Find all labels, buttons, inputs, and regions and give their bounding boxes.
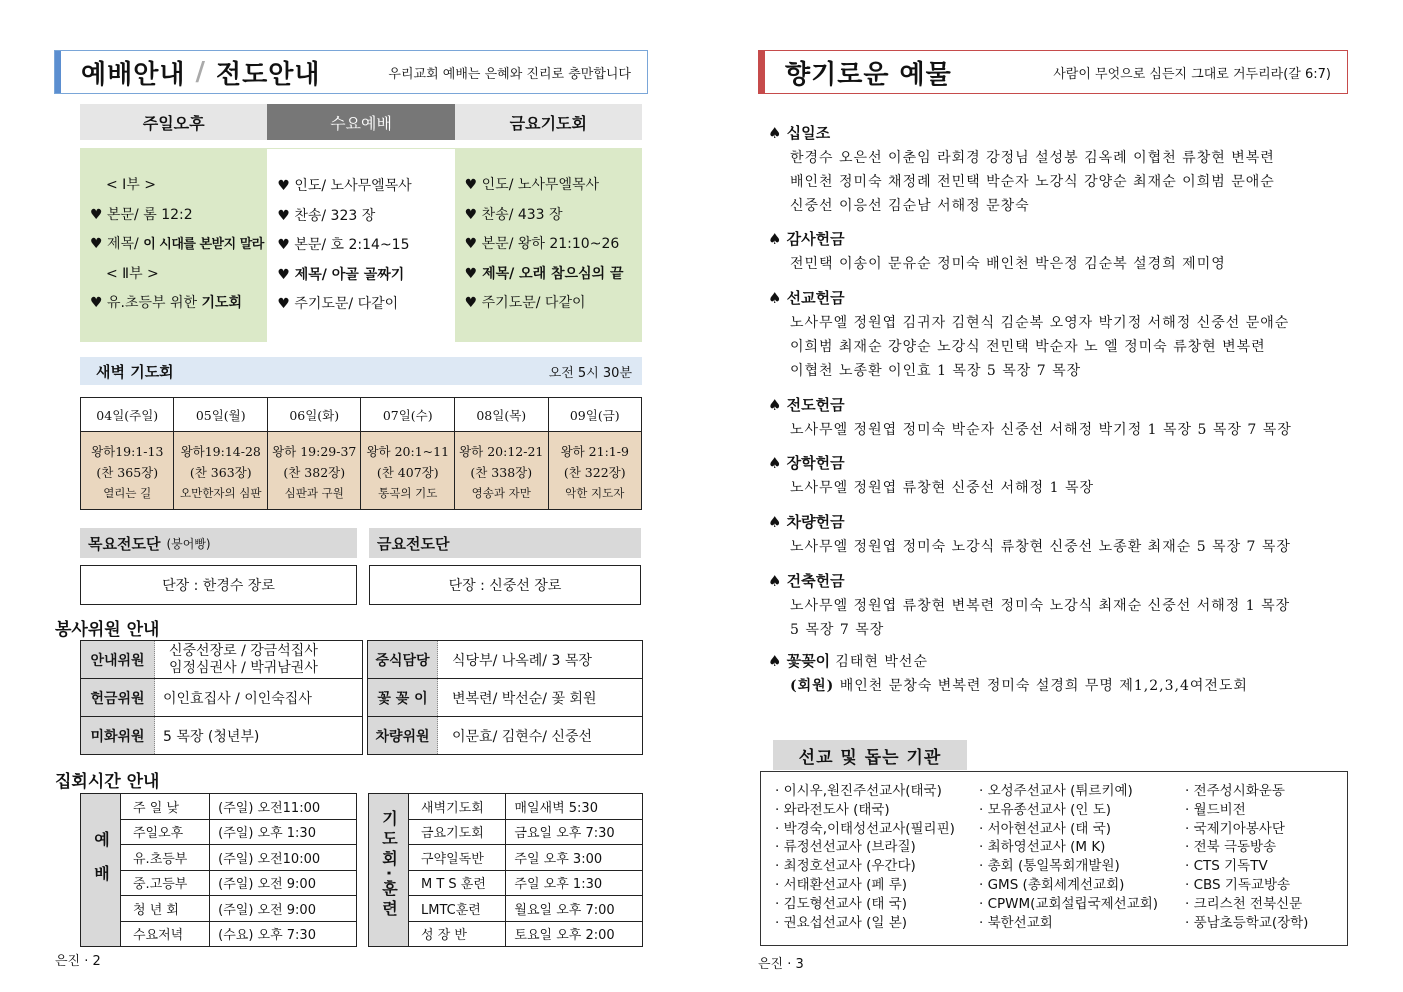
fri-lords-prayer: ♥ 주기도문/ 다같이 <box>464 295 586 311</box>
gift-heading: ♠ 십일조 <box>768 124 831 142</box>
names-line: 신중선 이응선 김순남 서해정 문창숙 <box>790 198 1030 214</box>
wednesday-column <box>267 148 454 342</box>
meeting-time: (주일) 오후 1:30 <box>210 819 357 845</box>
title: 심판과 구원 <box>284 485 344 500</box>
dawn-prayer-bar <box>80 357 642 385</box>
gift-mission <box>768 287 1343 383</box>
dawn-cell <box>361 432 455 510</box>
table-row <box>81 432 642 510</box>
meeting-time: 매일새벽 5:30 <box>506 794 643 820</box>
heading-label: ♠ 꽃꽂이 <box>768 652 831 670</box>
member-cell: 이문효/ 김현수/ 신중선 <box>438 717 643 755</box>
names-line: 이협천 노종환 이인효 1 목장 5 목장 7 목장 <box>790 363 1082 379</box>
org-column-2 <box>979 782 1185 945</box>
list-item: · 총회 (통일목회개발원) <box>979 858 1120 875</box>
title: 통곡의 기도 <box>378 485 438 500</box>
member-cell: 5 목장 (청년부) <box>155 717 363 755</box>
title: 악한 지도자 <box>565 485 625 500</box>
dawn-prayer-table <box>80 397 642 510</box>
names-line: 노사무엘 정원엽 정미숙 노강식 류창현 신중선 노종환 최재순 5 목장 7 목장 <box>790 539 1291 555</box>
table-row <box>369 819 643 845</box>
tab-sunday-afternoon: 주일오후 <box>80 104 267 140</box>
wed-lords-prayer: ♥ 주기도문/ 다같이 <box>277 296 399 312</box>
friday-column <box>455 148 642 342</box>
member-cell: 식당부/ 나옥례/ 3 목장 <box>438 641 643 679</box>
org-column-1 <box>775 782 979 945</box>
list-item: · 최하영선교사 (M K) <box>979 839 1106 856</box>
meeting-name: M T S 훈련 <box>409 870 506 896</box>
meeting-name: 금요기도회 <box>409 819 506 845</box>
list-item: · CPWM(교회설립국제선교회) <box>979 895 1159 912</box>
list-item: · 김도형선교사 (태 국) <box>775 895 908 912</box>
dawn-cell <box>455 432 549 510</box>
meeting-time: (주일) 오전 9:00 <box>210 870 357 896</box>
names-line: 5 목장 7 목장 <box>790 622 885 638</box>
worship-label <box>81 794 121 947</box>
role-cell: 헌금위원 <box>81 679 155 717</box>
gift-heading: ♠ 전도헌금 <box>768 396 845 414</box>
meeting-name: 수요저녁 <box>121 921 210 947</box>
thursday-team-bar <box>80 528 357 558</box>
org-column-3 <box>1185 782 1308 945</box>
gift-flowers <box>768 650 1343 698</box>
left-title-box <box>54 50 648 94</box>
gift-names <box>768 418 1343 442</box>
dawn-prayer-label: 새벽 기도회 <box>96 362 174 381</box>
meeting-name: 새벽기도회 <box>409 794 506 820</box>
members-label: (회원) <box>790 678 835 694</box>
training-vertical-label: 기도회·훈련 <box>379 809 399 921</box>
table-row <box>369 845 643 871</box>
label: ♥ 제목/ <box>90 236 144 252</box>
table-row <box>368 679 643 717</box>
list-item: · 서아현선교사 (태 국) <box>979 820 1112 837</box>
text: 왕하 19:29-37 <box>272 443 357 459</box>
value: 이 시대를 본받지 말라 <box>143 237 264 252</box>
worship-columns <box>80 148 642 342</box>
worship-info-title: 예배안내 <box>81 59 186 90</box>
meeting-time: (주일) 오전 9:00 <box>210 896 357 922</box>
table-row <box>369 921 643 947</box>
table-row <box>81 896 357 922</box>
hymn: (찬 363장) <box>189 464 252 480</box>
list-item: · 모유종선교사 (인 도) <box>979 801 1112 818</box>
gift-scholarship <box>768 452 1343 500</box>
day-cell: 07일(수) <box>361 398 455 432</box>
right-page-footer: 은진 · 3 <box>758 957 804 972</box>
meeting-name: 주 일 낮 <box>121 794 210 820</box>
role-cell: 안내위원 <box>81 641 155 679</box>
names-line: 한경수 오은선 이춘임 라회경 강정님 설성봉 김옥례 이협천 류창현 변복련 <box>790 150 1275 166</box>
meeting-name: 구약일독반 <box>409 845 506 871</box>
list-item: · 권요섭선교사 (일 본) <box>775 914 908 931</box>
part1-label: < Ⅰ부 > <box>106 177 157 193</box>
gift-names <box>768 476 1343 500</box>
member-cell <box>155 641 363 679</box>
meeting-name: 성 장 반 <box>409 921 506 947</box>
gift-names <box>768 146 1343 218</box>
meeting-time: 주일 오후 3:00 <box>506 845 643 871</box>
text: 왕하 21:1-9 <box>560 443 629 459</box>
role-cell: 꽃 꽂 이 <box>368 679 438 717</box>
text: 왕하19:14-28 <box>180 443 261 459</box>
dawn-cell <box>81 432 174 510</box>
volunteer-heading: 봉사위원 안내 <box>55 620 160 640</box>
gift-vehicle <box>768 511 1343 559</box>
table-row <box>81 870 357 896</box>
gift-thanks <box>768 228 1343 276</box>
tab-wednesday-service: 수요예배 <box>267 104 454 140</box>
table-row <box>368 717 643 755</box>
evangelism-info-title: 전도안내 <box>215 59 321 90</box>
gift-heading: ♠ 건축헌금 <box>768 572 845 590</box>
gift-tithe <box>768 122 1343 218</box>
training-times-table <box>368 793 643 947</box>
wed-text: ♥ 본문/ 호 2:14~15 <box>277 237 410 253</box>
gift-heading: ♠ 차량헌금 <box>768 513 845 531</box>
line: 신중선장로 / 강금석집사 <box>169 642 318 659</box>
title: 열리는 길 <box>103 485 152 500</box>
table-row <box>81 398 642 432</box>
list-item: · 풍남초등학교(장학) <box>1185 914 1309 931</box>
worship-tabs <box>80 104 642 140</box>
gift-names <box>768 535 1343 559</box>
list-item: · 이시우,원진주선교사(태국) <box>775 783 942 799</box>
meeting-time: (수요) 오후 7:30 <box>210 921 357 947</box>
table-row <box>81 717 363 755</box>
line: 임정심권사 / 박귀남권사 <box>169 659 318 676</box>
day-cell: 09일(금) <box>548 398 642 432</box>
names-line: 이희범 최재순 강양순 노강식 전민택 박순자 노 엘 정미숙 류창현 변복련 <box>790 339 1266 355</box>
list-item: · 크리스천 전북신문 <box>1185 895 1303 912</box>
gift-names <box>768 311 1343 383</box>
day-cell: 04일(주일) <box>81 398 174 432</box>
table-row <box>369 794 643 820</box>
worship-vertical-label: 예배 <box>91 831 111 899</box>
names-line: 노사무엘 정원엽 류창현 신중선 서해정 1 목장 <box>790 480 1095 496</box>
value: 롬 12:2 <box>143 206 193 223</box>
org-box <box>760 771 1348 946</box>
training-label <box>369 794 409 947</box>
text: 왕하19:1-13 <box>91 443 164 459</box>
gift-names <box>768 594 1343 642</box>
list-item: · 전주성시화운동 <box>1185 783 1285 799</box>
wed-leader: ♥ 인도/ 노사무엘목사 <box>277 178 412 194</box>
meeting-heading: 집회시간 안내 <box>55 772 160 792</box>
sunday-column <box>80 148 267 342</box>
org-heading: 선교 및 돕는 기관 <box>773 740 967 770</box>
dawn-cell <box>174 432 268 510</box>
gift-names <box>768 252 1343 276</box>
list-item: · 월드비전 <box>1185 801 1246 818</box>
meeting-time: 토요일 오후 2:00 <box>506 921 643 947</box>
title-separator: / <box>195 57 206 87</box>
meeting-name: 중.고등부 <box>121 870 210 896</box>
volunteer-table-left <box>80 640 363 755</box>
list-item: · 북한선교회 <box>979 914 1053 931</box>
volunteer-table-right <box>367 640 643 755</box>
value: 기도회 <box>201 295 243 311</box>
meeting-time: 금요일 오후 7:30 <box>506 819 643 845</box>
offerings-verse: 사람이 무엇으로 심든지 그대로 거두리라(갈 6:7) <box>1053 66 1331 82</box>
fri-text: ♥ 본문/ 왕하 21:10~26 <box>464 236 620 252</box>
gift-building <box>768 570 1343 642</box>
day-cell: 05일(월) <box>174 398 268 432</box>
offerings-title: 향기로운 예물 <box>785 59 952 90</box>
names-line: 배인천 정미숙 채정례 전민택 박순자 노강식 강양순 최재순 이희범 문애순 <box>790 174 1275 190</box>
day-cell: 06일(화) <box>267 398 361 432</box>
thursday-team-leader: 단장 : 한경수 장로 <box>80 565 357 605</box>
fri-leader: ♥ 인도/ 노사무엘목사 <box>464 177 600 193</box>
table-row <box>81 819 357 845</box>
worship-times-table <box>80 793 357 947</box>
list-item: · 전북 극동방송 <box>1185 839 1277 856</box>
gift-heading <box>768 650 1343 674</box>
list-item: · 오성주선교사 (튀르키예) <box>979 783 1133 799</box>
label: ♥ 유.초등부 위한 <box>90 295 202 311</box>
hymn: (찬 382장) <box>283 464 346 480</box>
names-line: 노사무엘 정원엽 류창현 변복련 정미숙 노강식 최재순 신중선 서해정 1 목장 <box>790 598 1291 614</box>
table-row <box>81 641 363 679</box>
gift-heading: ♠ 감사헌금 <box>768 230 845 248</box>
table-row <box>81 794 357 820</box>
tab-friday-prayer: 금요기도회 <box>455 104 642 140</box>
right-title-box <box>758 50 1348 94</box>
church-motto: 우리교회 예배는 은혜와 진리로 충만합니다 <box>388 66 631 82</box>
flower-members <box>768 674 1343 698</box>
meeting-time: 월요일 오후 7:00 <box>506 896 643 922</box>
gift-heading: ♠ 장학헌금 <box>768 454 845 472</box>
meeting-time: (주일) 오전10:00 <box>210 845 357 871</box>
names-line: 전민택 이송이 문유순 정미숙 배인천 박은정 김순복 설경희 제미영 <box>790 256 1226 272</box>
thursday-team-note: (붕어빵) <box>166 536 211 551</box>
member-cell: 이인효집사 / 이인숙집사 <box>155 679 363 717</box>
list-item: · 류정선선교사 (브라질) <box>775 839 916 856</box>
members-names: 배인천 문창숙 변복련 정미숙 설경희 무명 제1,2,3,4여전도회 <box>839 678 1248 694</box>
left-page-footer: 은진 · 2 <box>55 954 101 969</box>
fri-title: ♥ 제목/ 오래 참으심의 끝 <box>464 265 624 282</box>
sunday-sermon-title <box>90 233 267 263</box>
thursday-team-label: 목요전도단 <box>88 534 161 553</box>
role-cell: 중식담당 <box>368 641 438 679</box>
meeting-name: 유.초등부 <box>121 845 210 871</box>
hymn: (찬 338장) <box>470 464 533 480</box>
role-cell: 미화위원 <box>81 717 155 755</box>
sunday-text <box>90 204 267 234</box>
table-row <box>368 641 643 679</box>
friday-team-bar <box>369 528 641 558</box>
list-item: · 국제기아봉사단 <box>1185 820 1285 837</box>
table-row <box>81 921 357 947</box>
meeting-name: 주일오후 <box>121 819 210 845</box>
title: 영송과 자만 <box>471 485 531 500</box>
gift-heading: ♠ 선교헌금 <box>768 289 845 307</box>
list-item: · 와라전도사 (태국) <box>775 801 890 818</box>
list-item: · 박경숙,이태성선교사(필리핀) <box>775 820 955 837</box>
table-row <box>369 896 643 922</box>
flower-names: 김태현 박선순 <box>835 654 928 670</box>
gift-evangelism <box>768 394 1343 442</box>
meeting-name: 청 년 회 <box>121 896 210 922</box>
friday-team-label: 금요전도단 <box>377 534 450 553</box>
day-cell: 08일(목) <box>455 398 549 432</box>
names-line: 노사무엘 정원엽 정미숙 박순자 신중선 서해정 박기정 1 목장 5 목장 7 목장 <box>790 422 1292 438</box>
text: 왕하 20:1~11 <box>366 443 450 459</box>
title: 오만한자의 심판 <box>180 485 262 500</box>
list-item: · CTS 기독TV <box>1185 858 1268 875</box>
dawn-cell <box>267 432 361 510</box>
wed-hymn: ♥ 찬송/ 323 장 <box>277 207 376 224</box>
dawn-prayer-time: 오전 5시 30분 <box>548 365 632 381</box>
children-prayer <box>90 292 267 322</box>
hymn: (찬 365장) <box>96 464 159 480</box>
text: 왕하 20:12-21 <box>459 443 544 459</box>
names-line: 노사무엘 정원엽 김귀자 김현식 김순복 오영자 박기정 서해정 신중선 문애순 <box>790 315 1290 331</box>
role-cell: 차량위원 <box>368 717 438 755</box>
meeting-time: (주일) 오전11:00 <box>210 794 357 820</box>
label: ♥ 본문/ <box>90 206 144 223</box>
list-item: · CBS 기독교방송 <box>1185 876 1291 893</box>
list-item: · 서태환선교사 (페 루) <box>775 876 908 893</box>
member-cell: 변복련/ 박선순/ 꽃 회원 <box>438 679 643 717</box>
hymn: (찬 407장) <box>376 464 439 480</box>
hymn: (찬 322장) <box>563 464 626 480</box>
friday-team-leader: 단장 : 신중선 장로 <box>369 565 641 605</box>
fri-hymn: ♥ 찬송/ 433 장 <box>464 206 563 223</box>
list-item: · GMS (총회세계선교회) <box>979 876 1125 893</box>
meeting-time: 주일 오후 1:30 <box>506 870 643 896</box>
table-row <box>81 679 363 717</box>
table-row <box>81 845 357 871</box>
meeting-name: LMTC훈련 <box>409 896 506 922</box>
list-item: · 최정호선교사 (우간다) <box>775 858 916 875</box>
part2-label: < Ⅱ부 > <box>106 265 159 282</box>
dawn-cell <box>548 432 642 510</box>
table-row <box>369 870 643 896</box>
wed-title: ♥ 제목/ 아골 골짜기 <box>277 266 405 283</box>
